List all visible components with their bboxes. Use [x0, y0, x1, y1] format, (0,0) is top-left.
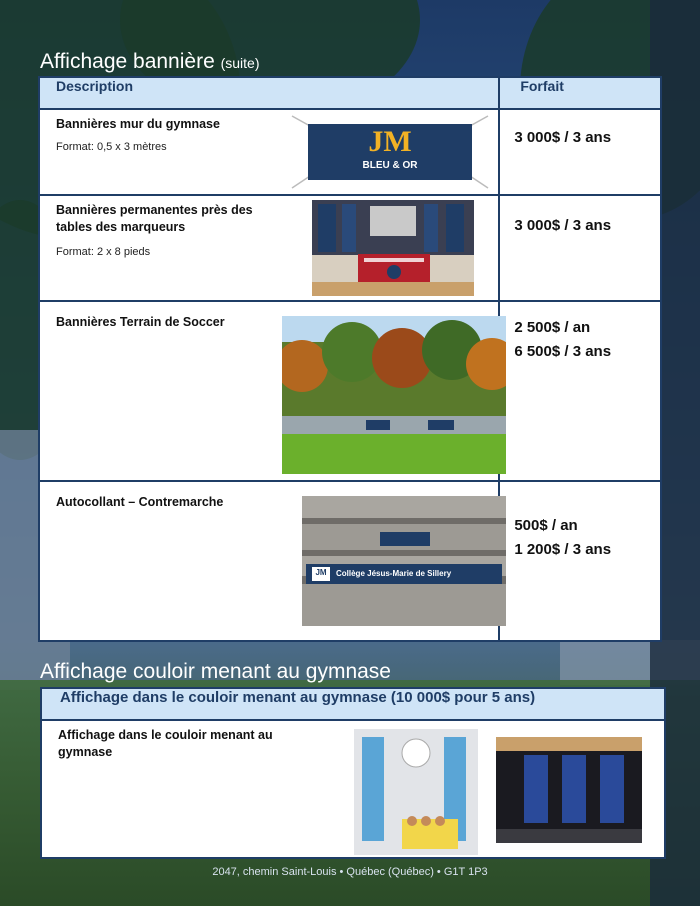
footer-address: 2047, chemin Saint-Louis • Québec (Québec) • G1T 1P3 — [212, 866, 488, 878]
row-title: Bannières permanentes près des tables des marqueurs — [56, 203, 253, 234]
column-header-description: Description — [39, 77, 499, 109]
scorer-table-banner-image — [312, 200, 474, 296]
section-title: Affichage bannière (suite) — [40, 50, 260, 73]
table-row — [41, 720, 665, 858]
gym-banner-image — [290, 114, 490, 190]
table-row — [39, 195, 661, 301]
jm-logo: JM — [368, 125, 412, 158]
row-title: Affichage dans le couloir menant au gymnase — [58, 728, 273, 759]
table-row — [39, 301, 661, 481]
row-format: Format: 0,5 x 3 mètres — [56, 141, 167, 153]
price: 1 200$ / 3 ans — [514, 541, 612, 558]
price: 3 000$ / 3 ans — [514, 129, 612, 146]
row-title: Autocollant – Contremarche — [56, 495, 224, 509]
section-title-couloir: Affichage couloir menant au gymnase — [40, 660, 391, 683]
couloir-header: Affichage dans le couloir menant au gymnase (10 000$ pour 5 ans) — [41, 688, 665, 720]
banner-tagline: BLEU & OR — [362, 160, 418, 171]
hallway-banners-image — [354, 729, 478, 855]
stairs-school-name: Collège Jésus-Marie de Sillery — [336, 569, 452, 578]
row-format: Format: 2 x 8 pieds — [56, 246, 151, 258]
column-header-forfait: Forfait — [499, 77, 661, 109]
table-row — [39, 481, 661, 641]
price: 500$ / an — [514, 517, 578, 534]
price: 6 500$ / 3 ans — [514, 343, 612, 360]
row-title: Bannières mur du gymnase — [56, 117, 220, 131]
hallway-display-image — [496, 737, 642, 843]
price: 3 000$ / 3 ans — [514, 217, 612, 234]
stair-riser-image — [302, 496, 506, 626]
row-title: Bannières Terrain de Soccer — [56, 315, 225, 329]
banner-table — [38, 76, 662, 642]
soccer-field-image — [282, 316, 506, 474]
table-row — [39, 109, 661, 195]
stairs-jm-logo: JM — [315, 568, 327, 577]
couloir-table — [40, 687, 666, 859]
price: 2 500$ / an — [514, 319, 591, 336]
